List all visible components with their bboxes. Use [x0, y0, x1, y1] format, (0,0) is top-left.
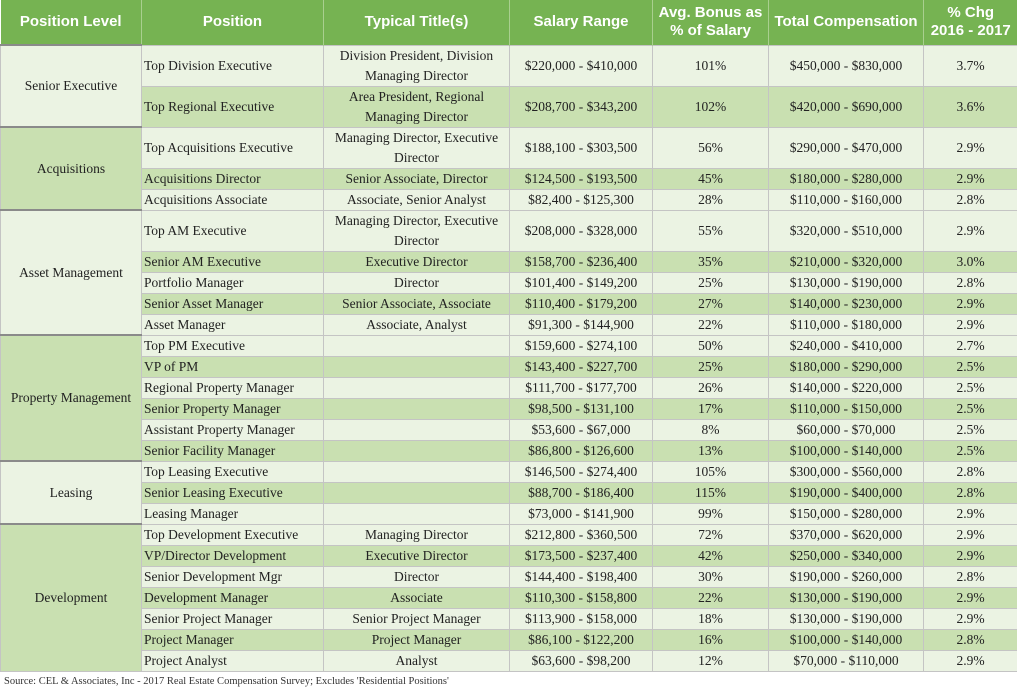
salary-range-cell: $188,100 - $303,500 — [510, 127, 653, 168]
position-cell: Portfolio Manager — [142, 272, 324, 293]
salary-range-cell: $212,800 - $360,500 — [510, 524, 653, 545]
header-avg-bonus: Avg. Bonus as % of Salary — [653, 0, 769, 45]
total-compensation-cell: $450,000 - $830,000 — [769, 45, 924, 86]
table-row — [1, 566, 1017, 587]
position-cell: Senior Asset Manager — [142, 293, 324, 314]
avg-bonus-cell: 115% — [653, 482, 769, 503]
salary-range-cell: $86,100 - $122,200 — [510, 629, 653, 650]
avg-bonus-cell: 22% — [653, 314, 769, 335]
pct-change-cell: 2.9% — [924, 608, 1017, 629]
avg-bonus-cell: 18% — [653, 608, 769, 629]
avg-bonus-cell: 27% — [653, 293, 769, 314]
typical-titles-cell: Executive Director — [324, 251, 510, 272]
pct-change-cell: 2.8% — [924, 566, 1017, 587]
table-row — [1, 86, 1017, 127]
table-row — [1, 503, 1017, 524]
table-row — [1, 482, 1017, 503]
total-compensation-cell: $180,000 - $280,000 — [769, 168, 924, 189]
table-row — [1, 587, 1017, 608]
pct-change-cell: 2.9% — [924, 293, 1017, 314]
pct-change-cell: 2.9% — [924, 587, 1017, 608]
pct-change-cell: 2.9% — [924, 545, 1017, 566]
pct-change-cell: 3.0% — [924, 251, 1017, 272]
table-row — [1, 608, 1017, 629]
table-row — [1, 419, 1017, 440]
salary-range-cell: $63,600 - $98,200 — [510, 650, 653, 671]
table-row — [1, 272, 1017, 293]
position-cell: Development Manager — [142, 587, 324, 608]
avg-bonus-cell: 30% — [653, 566, 769, 587]
header-salary-range: Salary Range — [510, 0, 653, 45]
position-level-cell: Acquisitions — [1, 127, 142, 210]
table-row — [1, 335, 1017, 356]
typical-titles-cell: Senior Associate, Director — [324, 168, 510, 189]
total-compensation-cell: $210,000 - $320,000 — [769, 251, 924, 272]
total-compensation-cell: $190,000 - $400,000 — [769, 482, 924, 503]
salary-range-cell: $101,400 - $149,200 — [510, 272, 653, 293]
position-cell: Acquisitions Associate — [142, 189, 324, 210]
pct-change-cell: 2.9% — [924, 314, 1017, 335]
header-typical-titles: Typical Title(s) — [324, 0, 510, 45]
pct-change-cell: 2.8% — [924, 482, 1017, 503]
position-cell: Senior AM Executive — [142, 251, 324, 272]
pct-change-cell: 2.8% — [924, 461, 1017, 482]
total-compensation-cell: $180,000 - $290,000 — [769, 356, 924, 377]
table-row — [1, 545, 1017, 566]
pct-change-cell: 2.9% — [924, 524, 1017, 545]
position-cell: Top Development Executive — [142, 524, 324, 545]
avg-bonus-cell: 26% — [653, 377, 769, 398]
pct-change-cell: 2.5% — [924, 398, 1017, 419]
total-compensation-cell: $320,000 - $510,000 — [769, 210, 924, 251]
position-level-cell: Asset Management — [1, 210, 142, 335]
pct-change-cell: 2.8% — [924, 272, 1017, 293]
total-compensation-cell: $140,000 - $230,000 — [769, 293, 924, 314]
typical-titles-cell — [324, 482, 510, 503]
position-cell: Top AM Executive — [142, 210, 324, 251]
typical-titles-cell: Associate, Senior Analyst — [324, 189, 510, 210]
salary-range-cell: $53,600 - $67,000 — [510, 419, 653, 440]
table-row — [1, 314, 1017, 335]
position-cell: VP of PM — [142, 356, 324, 377]
salary-range-cell: $110,400 - $179,200 — [510, 293, 653, 314]
total-compensation-cell: $100,000 - $140,000 — [769, 440, 924, 461]
salary-range-cell: $144,400 - $198,400 — [510, 566, 653, 587]
source-note: Source: CEL & Associates, Inc - 2017 Real Estate Compensation Survey; Excludes 'Residential Positions' — [4, 676, 449, 687]
table-row — [1, 629, 1017, 650]
total-compensation-cell: $420,000 - $690,000 — [769, 86, 924, 127]
pct-change-cell: 2.8% — [924, 629, 1017, 650]
typical-titles-cell: Senior Project Manager — [324, 608, 510, 629]
total-compensation-cell: $130,000 - $190,000 — [769, 587, 924, 608]
avg-bonus-cell: 16% — [653, 629, 769, 650]
position-cell: Senior Project Manager — [142, 608, 324, 629]
pct-change-cell: 2.5% — [924, 356, 1017, 377]
avg-bonus-cell: 72% — [653, 524, 769, 545]
typical-titles-cell: Director — [324, 272, 510, 293]
total-compensation-cell: $110,000 - $160,000 — [769, 189, 924, 210]
typical-titles-cell: Associate, Analyst — [324, 314, 510, 335]
position-cell: Senior Leasing Executive — [142, 482, 324, 503]
avg-bonus-cell: 13% — [653, 440, 769, 461]
position-level-cell: Property Management — [1, 335, 142, 461]
salary-range-cell: $146,500 - $274,400 — [510, 461, 653, 482]
position-cell: Senior Property Manager — [142, 398, 324, 419]
position-cell: Top Acquisitions Executive — [142, 127, 324, 168]
table-row — [1, 398, 1017, 419]
total-compensation-cell: $110,000 - $180,000 — [769, 314, 924, 335]
table-row — [1, 377, 1017, 398]
typical-titles-cell: Managing Director, Executive Director — [324, 210, 510, 251]
position-cell: Senior Development Mgr — [142, 566, 324, 587]
pct-change-cell: 2.9% — [924, 127, 1017, 168]
typical-titles-cell — [324, 461, 510, 482]
salary-range-cell: $82,400 - $125,300 — [510, 189, 653, 210]
position-cell: Acquisitions Director — [142, 168, 324, 189]
position-cell: Asset Manager — [142, 314, 324, 335]
pct-change-cell: 2.5% — [924, 440, 1017, 461]
pct-change-cell: 3.7% — [924, 45, 1017, 86]
typical-titles-cell: Division President, Division Managing Director — [324, 45, 510, 86]
table-row — [1, 189, 1017, 210]
pct-change-cell: 2.5% — [924, 377, 1017, 398]
salary-range-cell: $208,700 - $343,200 — [510, 86, 653, 127]
table-row — [1, 45, 1017, 86]
pct-change-cell: 2.7% — [924, 335, 1017, 356]
total-compensation-cell: $240,000 - $410,000 — [769, 335, 924, 356]
salary-range-cell: $208,000 - $328,000 — [510, 210, 653, 251]
avg-bonus-cell: 102% — [653, 86, 769, 127]
total-compensation-cell: $150,000 - $280,000 — [769, 503, 924, 524]
header-position-level: Position Level — [1, 0, 142, 45]
table-row — [1, 650, 1017, 671]
salary-range-cell: $91,300 - $144,900 — [510, 314, 653, 335]
typical-titles-cell — [324, 335, 510, 356]
typical-titles-cell — [324, 356, 510, 377]
typical-titles-cell — [324, 440, 510, 461]
avg-bonus-cell: 12% — [653, 650, 769, 671]
table-row — [1, 461, 1017, 482]
typical-titles-cell — [324, 503, 510, 524]
total-compensation-cell: $110,000 - $150,000 — [769, 398, 924, 419]
total-compensation-cell: $290,000 - $470,000 — [769, 127, 924, 168]
total-compensation-cell: $140,000 - $220,000 — [769, 377, 924, 398]
pct-change-cell: 2.5% — [924, 419, 1017, 440]
typical-titles-cell: Associate — [324, 587, 510, 608]
salary-range-cell: $110,300 - $158,800 — [510, 587, 653, 608]
typical-titles-cell: Executive Director — [324, 545, 510, 566]
header-total-compensation: Total Compensation — [769, 0, 924, 45]
avg-bonus-cell: 28% — [653, 189, 769, 210]
typical-titles-cell — [324, 377, 510, 398]
position-cell: VP/Director Development — [142, 545, 324, 566]
salary-range-cell: $159,600 - $274,100 — [510, 335, 653, 356]
typical-titles-cell: Analyst — [324, 650, 510, 671]
total-compensation-cell: $300,000 - $560,000 — [769, 461, 924, 482]
avg-bonus-cell: 17% — [653, 398, 769, 419]
table-row — [1, 210, 1017, 251]
typical-titles-cell: Area President, Regional Managing Director — [324, 86, 510, 127]
total-compensation-cell: $130,000 - $190,000 — [769, 272, 924, 293]
typical-titles-cell: Project Manager — [324, 629, 510, 650]
salary-range-cell: $220,000 - $410,000 — [510, 45, 653, 86]
table-row — [1, 524, 1017, 545]
avg-bonus-cell: 56% — [653, 127, 769, 168]
salary-range-cell: $113,900 - $158,000 — [510, 608, 653, 629]
pct-change-cell: 2.9% — [924, 210, 1017, 251]
total-compensation-cell: $190,000 - $260,000 — [769, 566, 924, 587]
salary-range-cell: $143,400 - $227,700 — [510, 356, 653, 377]
total-compensation-cell: $130,000 - $190,000 — [769, 608, 924, 629]
pct-change-cell: 2.9% — [924, 650, 1017, 671]
salary-range-cell: $111,700 - $177,700 — [510, 377, 653, 398]
total-compensation-cell: $250,000 - $340,000 — [769, 545, 924, 566]
position-level-cell: Leasing — [1, 461, 142, 524]
position-cell: Top Regional Executive — [142, 86, 324, 127]
typical-titles-cell: Managing Director, Executive Director — [324, 127, 510, 168]
salary-range-cell: $86,800 - $126,600 — [510, 440, 653, 461]
salary-range-cell: $158,700 - $236,400 — [510, 251, 653, 272]
table-row — [1, 127, 1017, 168]
salary-range-cell: $173,500 - $237,400 — [510, 545, 653, 566]
avg-bonus-cell: 99% — [653, 503, 769, 524]
position-level-cell: Development — [1, 524, 142, 671]
position-level-cell: Senior Executive — [1, 45, 142, 127]
position-cell: Regional Property Manager — [142, 377, 324, 398]
pct-change-cell: 3.6% — [924, 86, 1017, 127]
salary-range-cell: $88,700 - $186,400 — [510, 482, 653, 503]
avg-bonus-cell: 8% — [653, 419, 769, 440]
table-body — [1, 45, 1017, 671]
avg-bonus-cell: 25% — [653, 272, 769, 293]
table-row — [1, 440, 1017, 461]
salary-range-cell: $124,500 - $193,500 — [510, 168, 653, 189]
pct-change-cell: 2.8% — [924, 189, 1017, 210]
avg-bonus-cell: 22% — [653, 587, 769, 608]
avg-bonus-cell: 25% — [653, 356, 769, 377]
salary-range-cell: $73,000 - $141,900 — [510, 503, 653, 524]
typical-titles-cell — [324, 398, 510, 419]
salary-range-cell: $98,500 - $131,100 — [510, 398, 653, 419]
position-cell: Project Manager — [142, 629, 324, 650]
avg-bonus-cell: 45% — [653, 168, 769, 189]
avg-bonus-cell: 55% — [653, 210, 769, 251]
avg-bonus-cell: 101% — [653, 45, 769, 86]
position-cell: Assistant Property Manager — [142, 419, 324, 440]
header-position: Position — [142, 0, 324, 45]
position-cell: Top Division Executive — [142, 45, 324, 86]
header-row — [1, 0, 1017, 45]
total-compensation-cell: $70,000 - $110,000 — [769, 650, 924, 671]
position-cell: Leasing Manager — [142, 503, 324, 524]
position-cell: Senior Facility Manager — [142, 440, 324, 461]
position-cell: Project Analyst — [142, 650, 324, 671]
typical-titles-cell: Managing Director — [324, 524, 510, 545]
table-row — [1, 356, 1017, 377]
pct-change-cell: 2.9% — [924, 503, 1017, 524]
avg-bonus-cell: 105% — [653, 461, 769, 482]
total-compensation-cell: $60,000 - $70,000 — [769, 419, 924, 440]
avg-bonus-cell: 42% — [653, 545, 769, 566]
position-cell: Top Leasing Executive — [142, 461, 324, 482]
table-row — [1, 168, 1017, 189]
avg-bonus-cell: 35% — [653, 251, 769, 272]
position-cell: Top PM Executive — [142, 335, 324, 356]
table-row — [1, 293, 1017, 314]
header-pct-change: % Chg 2016 - 2017 — [924, 0, 1017, 45]
typical-titles-cell: Senior Associate, Associate — [324, 293, 510, 314]
pct-change-cell: 2.9% — [924, 168, 1017, 189]
table-row — [1, 251, 1017, 272]
typical-titles-cell — [324, 419, 510, 440]
avg-bonus-cell: 50% — [653, 335, 769, 356]
total-compensation-cell: $100,000 - $140,000 — [769, 629, 924, 650]
typical-titles-cell: Director — [324, 566, 510, 587]
total-compensation-cell: $370,000 - $620,000 — [769, 524, 924, 545]
